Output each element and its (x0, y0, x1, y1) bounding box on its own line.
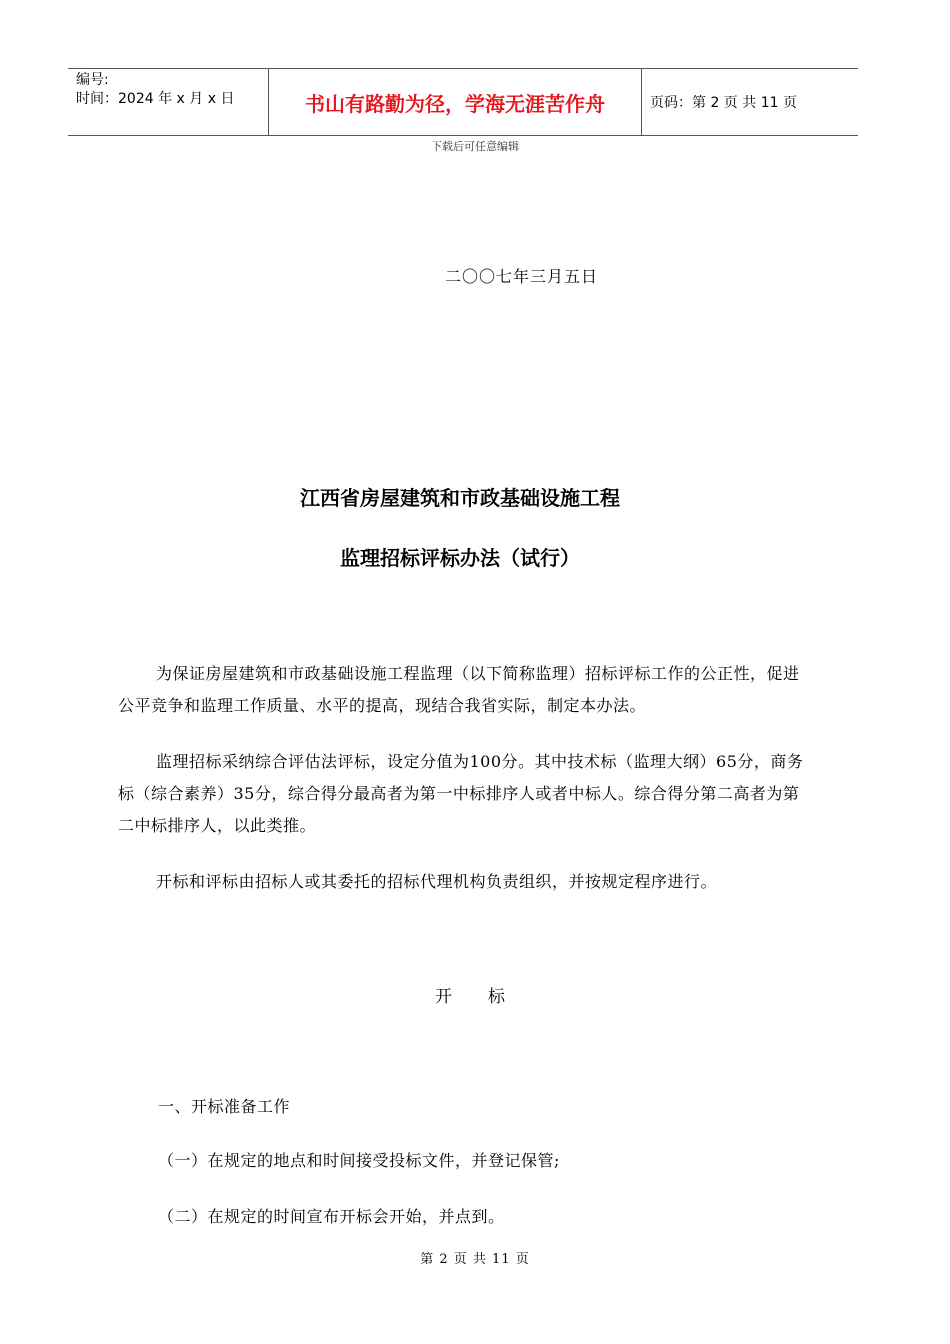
document-date: 二〇〇七年三月五日 (445, 267, 599, 286)
header-page-label: 页码：第 2 页 共 11 页 (650, 95, 797, 111)
list-item: （一）在规定的地点和时间接受投标文件，并登记保管; (158, 1151, 560, 1170)
header-meta (68, 69, 268, 135)
paragraph-2: 监理招标采纳综合评估法评标，设定分值为100分。其中技术标（监理大纲）65分，商务标（综合素养）35分，综合得分最高者为第一中标排序人或者中标人。综合得分第二高者为第二中标排序人，以此类推。 (118, 752, 804, 835)
page-footer: 第 2 页 共 11 页 (420, 1252, 530, 1267)
section-heading: 开标 (435, 987, 541, 1007)
header-motto: 书山有路勤为径，学海无涯苦作舟 (268, 69, 642, 135)
list-item: （二）在规定的时间宣布开标会开始，并点到。 (158, 1207, 505, 1226)
edit-note: 下载后可任意编辑 (431, 140, 519, 153)
paragraph-1: 为保证房屋建筑和市政基础设施工程监理（以下简称监理）招标评标工作的公正性，促进公平竞争和监理工作质量、水平的提高，现结合我省实际，制定本办法。 (118, 664, 800, 715)
document-header (68, 68, 858, 136)
title-line-1: 江西省房屋建筑和市政基础设施工程 (300, 486, 620, 510)
paragraph-3: 开标和评标由招标人或其委托的招标代理机构负责组织，并按规定程序进行。 (156, 872, 718, 891)
time-label: 时间：2024 年 x 月 x 日 (76, 91, 235, 107)
title-line-2: 监理招标评标办法（试行） (340, 546, 580, 570)
number-label: 编号: (76, 72, 109, 88)
list-item: 一、开标准备工作 (158, 1097, 291, 1116)
